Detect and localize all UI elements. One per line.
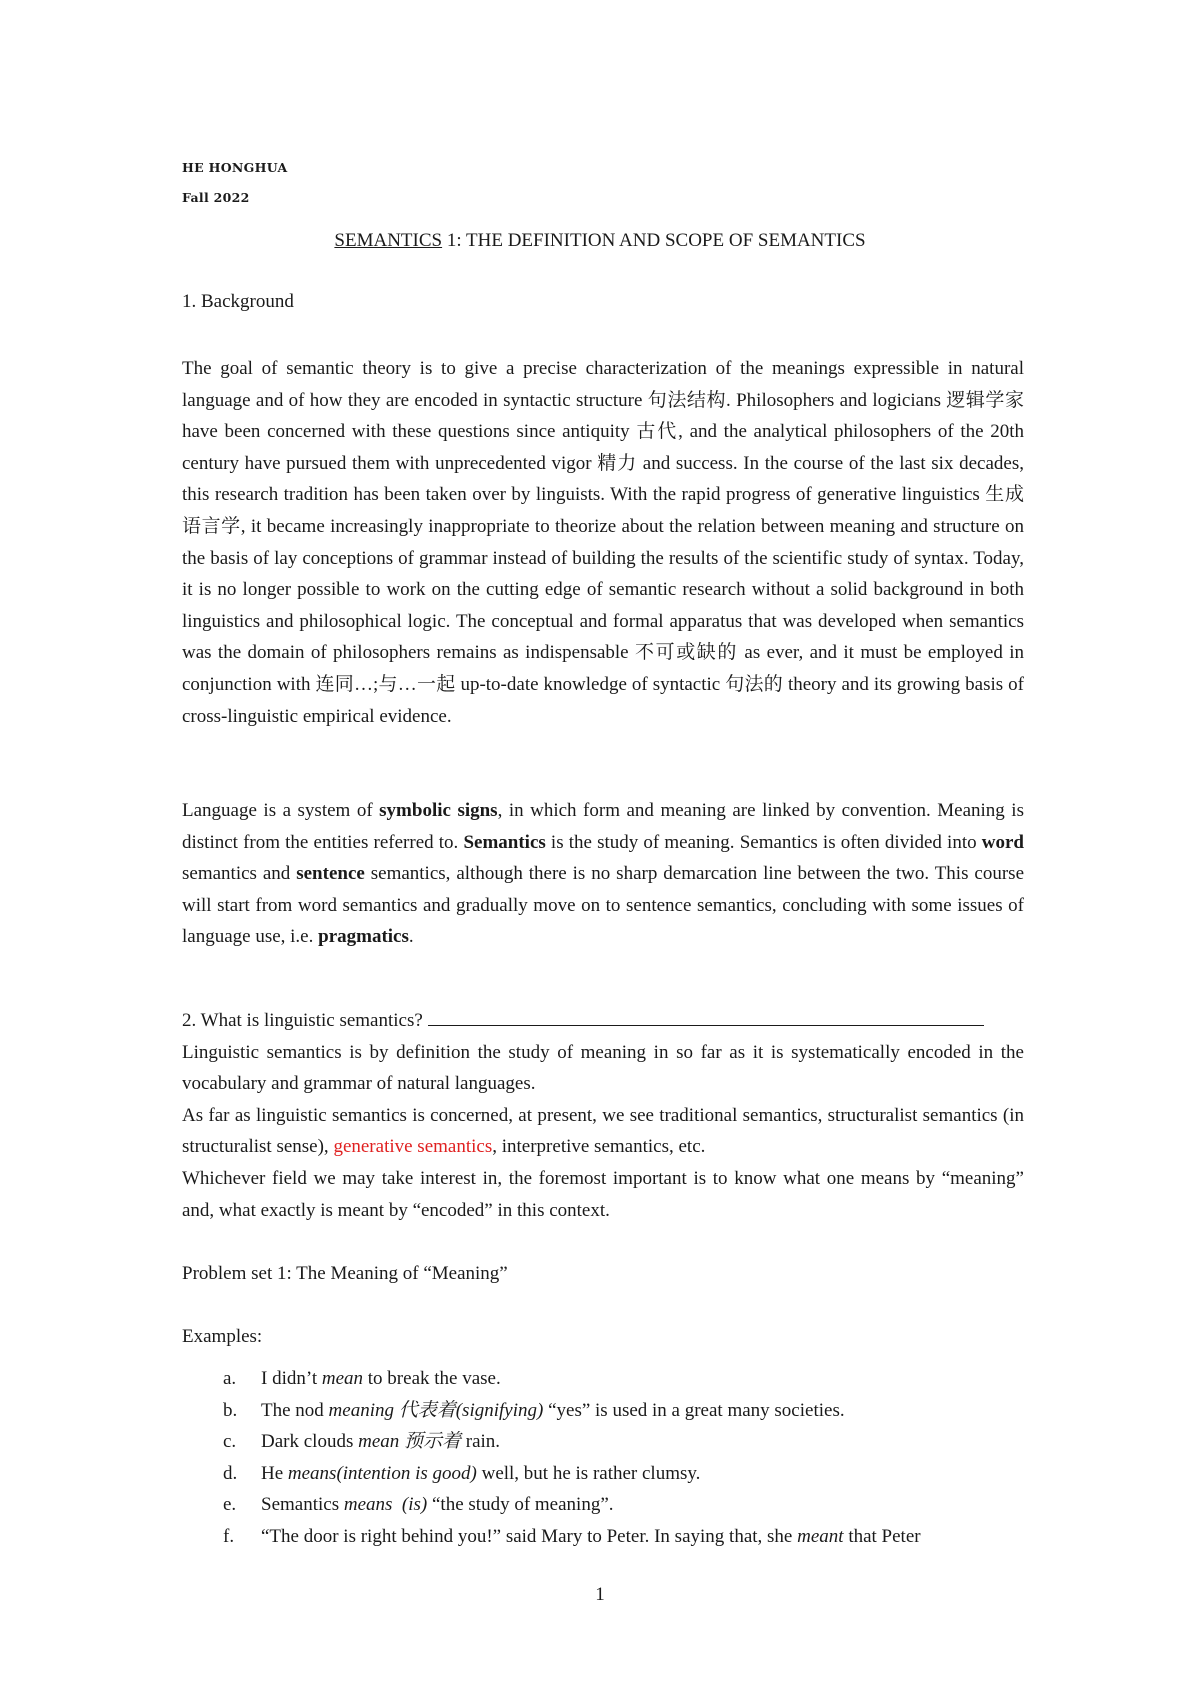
term: Fall 2022 (182, 190, 250, 205)
title-underlined: SEMANTICS (334, 230, 443, 251)
section-2-line-1: Linguistic semantics is by definition the study of meaning in so far as it is systematically encoded in the vocabulary and grammar of natural languages. (182, 1041, 1024, 1095)
title-rest: 1: THE DEFINITION AND SCOPE OF SEMANTICS (442, 230, 866, 251)
page-number: 1 (595, 1584, 605, 1605)
term-pragmatics: pragmatics (318, 926, 409, 948)
examples-label: Examples: (182, 1325, 263, 1347)
list-item: d. He means(intention is good) well, but he is rather clumsy. (223, 1462, 701, 1484)
highlighted-term: generative semantics (333, 1136, 493, 1158)
term-sentence: sentence (296, 863, 365, 885)
list-item: c. Dark clouds mean 预示着 rain. (223, 1431, 501, 1453)
section-1-heading: 1. Background (182, 291, 294, 312)
term-semantics: Semantics (463, 831, 546, 853)
section-2 (182, 1005, 1024, 1353)
language-paragraph: Language is a system of symbolic signs, in which form and meaning are linked by convention. Meaning is distinct from the entities referred to. Semantics is the study of meaning. Semantics is often divided into word semantics and sentence semantics, although there is no sharp demarcation line between the two. This course will start from word semantics and gradually move on to sentence semantics, concluding with some issues of language use, i.e. pragmatics. (182, 800, 1024, 948)
term-word: word (981, 831, 1024, 853)
examples-list (182, 1363, 1024, 1553)
list-item: e. Semantics means (is) “the study of meaning”. (223, 1494, 614, 1516)
section-2-line-3: Whichever field we may take interest in, the foremost important is to know what one means by “meaning” and, what exactly is meant by “encoded” in this context. (182, 1167, 1024, 1221)
list-item: f. “The door is right behind you!” said Mary to Peter. In saying that, she meant that Peter (223, 1525, 921, 1547)
background-paragraph: The goal of semantic theory is to give a precise characterization of the meanings expressible in natural language and of how they are encoded in syntactic structure 句法结构. Philosophers and logicians 逻辑学家 have been concerned with these questions since antiquity 古代, and the analytical philosophers of the 20th century have pursued them with unprecedented vigor 精力 and success. In the course of the last six decades, this research tradition has been taken over by linguists. With the rapid progress of generative linguistics 生成语言学, it became increasingly inappropriate to theorize about the relation between meaning and structure on the basis of lay conceptions of grammar instead of building the results of the scientific study of syntax. Today, it is no longer possible to work on the cutting edge of semantic research without a solid background in both linguistics and philosophical logic. The conceptual and formal apparatus that was developed when semantics was the domain of philosophers remains as indispensable 不可或缺的 as ever, and it must be employed in conjunction with 连同…;与…一起 up-to-date knowledge of syntactic 句法的 theory and its growing basis of cross-linguistic empirical evidence. (182, 358, 1024, 727)
problem-set-title: Problem set 1: The Meaning of “Meaning” (182, 1262, 508, 1284)
term-symbolic-signs: symbolic signs (379, 800, 498, 821)
author-name: HE HONGHUA (182, 160, 288, 175)
answer-blank-line (428, 1007, 984, 1026)
section-2-line-2: As far as linguistic semantics is concerned, at present, we see traditional semantics, structuralist semantics (in structuralist sense), generative semantics, interpretive semantics, etc. (182, 1104, 1024, 1158)
list-item: b. The nod meaning 代表着(signifying) “yes” is used in a great many societies. (223, 1399, 845, 1421)
page-title (0, 230, 1200, 252)
section-2-heading: 2. What is linguistic semantics? (182, 1005, 1024, 1037)
list-item: a. I didn’t mean to break the vase. (223, 1368, 501, 1389)
